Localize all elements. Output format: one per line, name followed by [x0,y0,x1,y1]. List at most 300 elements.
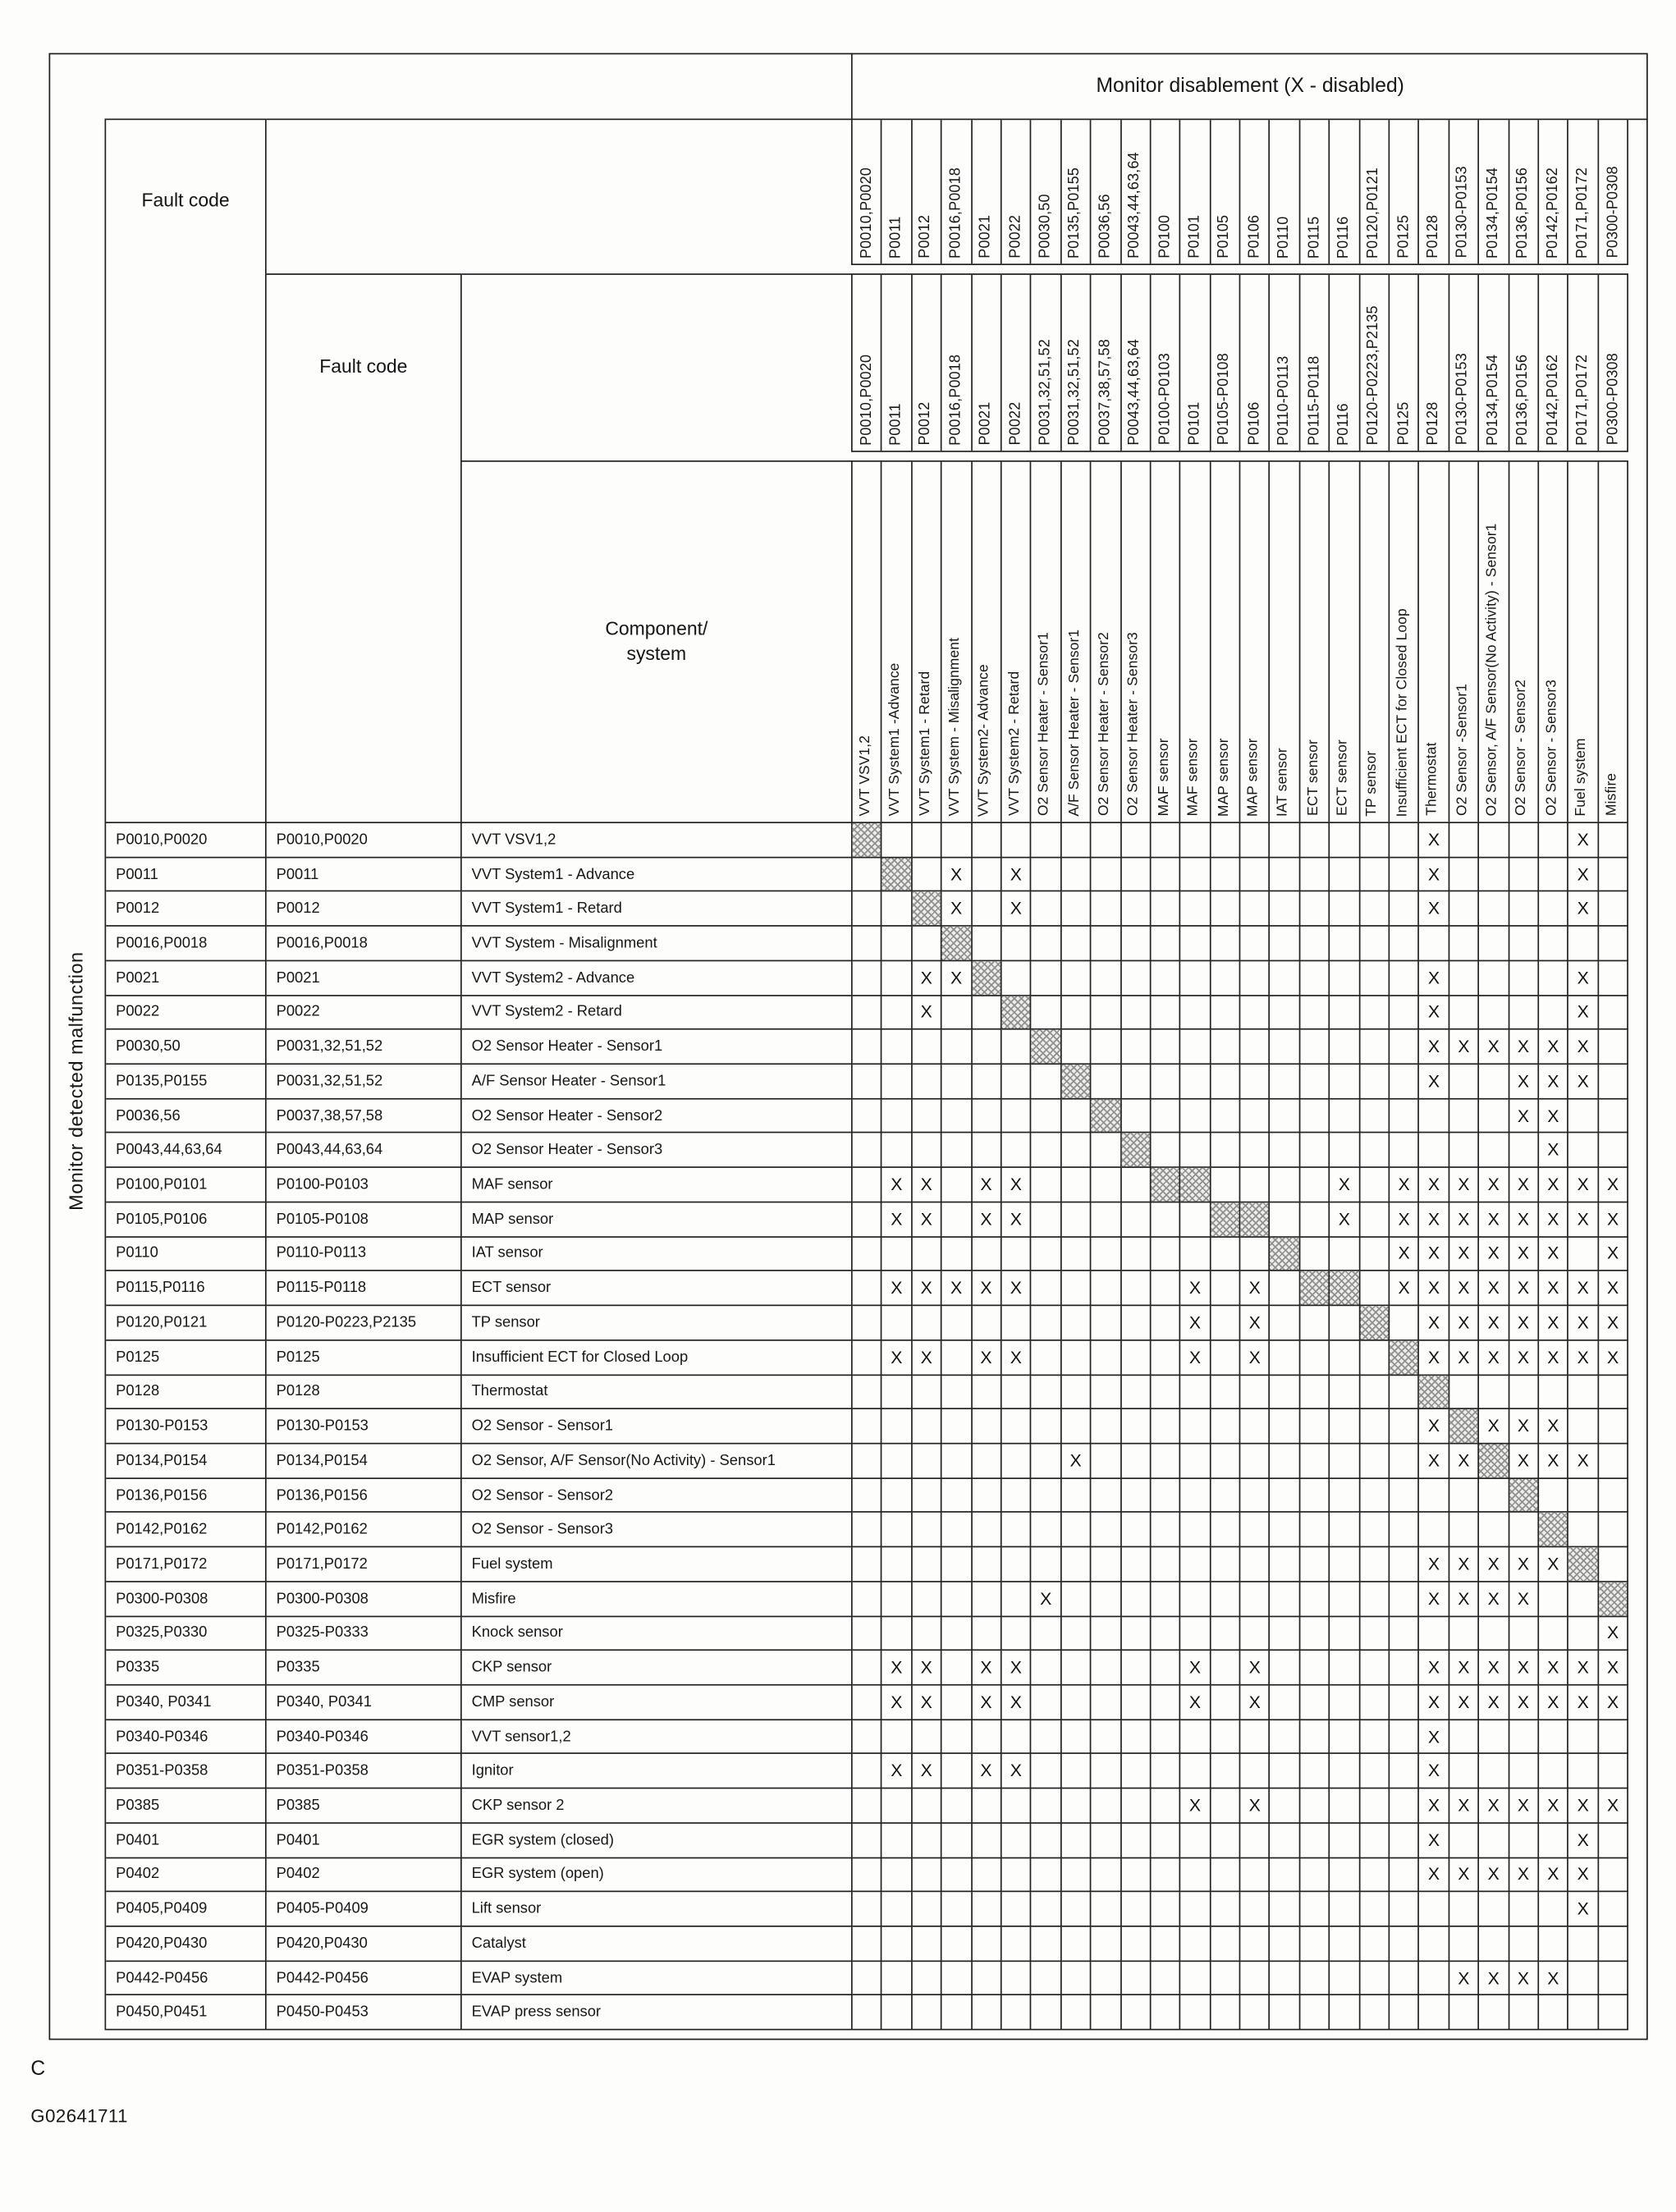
disabled-x-mark: X [1509,1340,1539,1375]
matrix-cell [1330,1582,1360,1616]
matrix-cell [1061,892,1091,927]
column-header-label: P0010,P0020 [857,354,875,446]
matrix-cell [1271,1996,1300,2031]
column-header-label: P0115 [1305,215,1322,259]
matrix-cell [1121,1962,1151,1996]
table-row [106,1478,1628,1513]
column-header-label: P0011 [887,215,904,259]
matrix-cell [1390,1478,1419,1513]
matrix-cell [912,1824,941,1858]
matrix-cell [1390,1030,1419,1065]
matrix-cell [882,1996,912,2031]
column-header-code1 [1420,120,1449,263]
disabled-x-mark: X [1539,1409,1568,1444]
matrix-cell [1599,1513,1628,1547]
matrix-cell [1061,823,1091,858]
column-header-code2 [1330,275,1360,451]
matrix-cell [1300,1099,1330,1133]
matrix-cell [1061,1168,1091,1202]
matrix-cell [1271,1306,1300,1340]
matrix-cell [1002,1444,1032,1478]
fault-code-cell-2: P0405-P0409 [267,1893,462,1927]
matrix-cell [912,1582,941,1616]
column-header-label: P0134,P0154 [1484,167,1501,259]
disabled-x-mark: X [1181,1686,1211,1720]
matrix-cell [1121,823,1151,858]
header-band-fault-code-2 [851,273,1629,452]
matrix-cell [1360,1824,1390,1858]
matrix-cell [1151,1686,1180,1720]
disabled-x-mark: X [1420,1789,1449,1824]
column-header-component [1181,462,1211,822]
component-cell: EGR system (closed) [462,1824,853,1858]
matrix-cell [1330,1996,1360,2031]
matrix-cell [1211,858,1240,892]
column-header-code2 [882,275,912,451]
matrix-cell [1002,1720,1032,1755]
column-header-code2 [1151,275,1180,451]
matrix-cell [1211,1099,1240,1133]
column-header-code1 [1121,120,1151,263]
matrix-cell [1061,927,1091,961]
matrix-cell [1360,1513,1390,1547]
component-cell: VVT System - Misalignment [462,927,853,961]
table-row [106,1996,1628,2031]
matrix-cell [882,1513,912,1547]
matrix-cell [1061,1927,1091,1962]
column-header-component [912,462,941,822]
disabled-x-mark: X [1002,858,1032,892]
matrix-cell [1330,1030,1360,1065]
disabled-x-mark: X [1002,1651,1032,1686]
table-row [106,1375,1628,1409]
matrix-cell [853,1893,882,1927]
disabled-x-mark: X [1568,996,1598,1030]
disabled-x-mark: X [1420,1686,1449,1720]
column-header-component [853,462,882,822]
matrix-cell [912,1030,941,1065]
matrix-cell [1121,1030,1151,1065]
column-header-label: O2 Sensor - Sensor2 [1514,680,1530,817]
component-cell: IAT sensor [462,1237,853,1271]
matrix-cell [1181,1927,1211,1962]
component-cell: EVAP system [462,1962,853,1996]
disabled-x-mark: X [912,996,941,1030]
matrix-cell [1061,1686,1091,1720]
matrix-cell [1002,1133,1032,1168]
matrix-cell [1479,1065,1509,1099]
disabled-x-mark: X [882,1202,912,1237]
column-header-code2 [1449,275,1479,451]
matrix-cell [1360,1202,1390,1237]
matrix-cell [1151,1340,1180,1375]
disabled-x-mark: X [912,1271,941,1306]
matrix-cell [1121,1065,1151,1099]
matrix-cell [1061,1271,1091,1306]
column-header-component [1479,462,1509,822]
disabled-x-mark: X [1509,1306,1539,1340]
matrix-cell [853,1513,882,1547]
column-header-code1 [1181,120,1211,263]
fault-code-cell-2: P0120-P0223,P2135 [267,1306,462,1340]
matrix-cell [1360,1582,1390,1616]
matrix-cell [1061,1237,1091,1271]
matrix-cell [1092,1478,1121,1513]
matrix-cell [882,961,912,996]
matrix-cell [1121,1893,1151,1927]
disabled-x-mark: X [1390,1168,1419,1202]
matrix-cell [1330,1824,1360,1858]
matrix-cell [1390,1824,1419,1858]
disabled-x-mark: X [1479,1030,1509,1065]
matrix-cell [1211,1927,1240,1962]
matrix-cell [1271,1030,1300,1065]
matrix-cell [972,1030,1001,1065]
matrix-cell [1211,1444,1240,1478]
disabled-x-mark: X [1002,1686,1032,1720]
matrix-cell [882,823,912,858]
component-cell: Thermostat [462,1375,853,1409]
matrix-cell [1390,1962,1419,1996]
column-header-label: P0125 [1394,401,1412,446]
self-diagonal-cell [1420,1375,1449,1409]
disabled-x-mark: X [1420,1547,1449,1582]
matrix-cell [1330,1065,1360,1099]
matrix-cell [1390,1996,1419,2031]
matrix-cell [1061,1513,1091,1547]
disabled-x-mark: X [1568,1444,1598,1478]
matrix-cell [1271,1547,1300,1582]
disabled-x-mark: X [1240,1271,1270,1306]
disabled-x-mark: X [1479,1306,1509,1340]
disabled-x-mark: X [1568,1065,1598,1099]
matrix-cell [1211,1133,1240,1168]
matrix-cell [1360,1340,1390,1375]
column-header-label: P0016,P0018 [946,167,964,259]
disabled-x-mark: X [1449,1340,1479,1375]
matrix-cell [1032,1306,1061,1340]
matrix-cell [1390,1444,1419,1478]
matrix-cell [972,1824,1001,1858]
disabled-x-mark: X [1539,1686,1568,1720]
matrix-cell [1479,1720,1509,1755]
matrix-cell [1479,1893,1509,1927]
matrix-cell [1092,1444,1121,1478]
disabled-x-mark: X [1390,1271,1419,1306]
disabled-x-mark: X [882,1340,912,1375]
disabled-x-mark: X [1509,1065,1539,1099]
disabled-x-mark: X [942,858,972,892]
matrix-cell [1599,1720,1628,1755]
matrix-cell [882,1065,912,1099]
matrix-cell [882,1133,912,1168]
matrix-cell [853,1133,882,1168]
disabled-x-mark: X [1420,1755,1449,1789]
table-row [106,1858,1628,1893]
matrix-cell [1271,892,1300,927]
disabled-x-mark: X [1420,1444,1449,1478]
matrix-cell [1211,823,1240,858]
disabled-x-mark: X [1240,1340,1270,1375]
matrix-cell [1151,1617,1180,1651]
matrix-cell [1181,1962,1211,1996]
fault-code-cell-1: P0171,P0172 [106,1547,267,1582]
disabled-x-mark: X [1479,1858,1509,1893]
matrix-cell [1061,1582,1091,1616]
matrix-cell [1360,1547,1390,1582]
column-header-label: O2 Sensor Heater - Sensor1 [1037,632,1053,817]
matrix-cell [1121,1547,1151,1582]
matrix-cell [1300,1513,1330,1547]
matrix-cell [1032,1375,1061,1409]
matrix-cell [912,1375,941,1409]
fault-code-cell-1: P0043,44,63,64 [106,1133,267,1168]
matrix-cell [1061,1824,1091,1858]
disabled-x-mark: X [1420,1306,1449,1340]
matrix-cell [1300,1651,1330,1686]
column-header-component [1539,462,1568,822]
matrix-cell [1330,1789,1360,1824]
matrix-cell [1420,1927,1449,1962]
matrix-cell [1599,961,1628,996]
matrix-cell [942,1513,972,1547]
table-row [106,1789,1628,1824]
matrix-cell [1271,1720,1300,1755]
disabled-x-mark: X [882,1168,912,1202]
disabled-x-mark: X [1539,1444,1568,1478]
matrix-cell [1032,1099,1061,1133]
column-header-component [1300,462,1330,822]
column-header-code2 [1509,275,1539,451]
matrix-cell [1211,1893,1240,1927]
column-header-code1 [1479,120,1509,263]
fault-code-cell-1: P0325,P0330 [106,1617,267,1651]
matrix-cell [1002,1824,1032,1858]
matrix-cell [1300,1168,1330,1202]
disabled-x-mark: X [1479,1168,1509,1202]
disabled-x-mark: X [1509,1858,1539,1893]
column-header-label: P0101 [1185,214,1203,259]
disabled-x-mark: X [1539,1168,1568,1202]
matrix-cell [1151,1893,1180,1927]
disabled-x-mark: X [1539,1962,1568,1996]
matrix-cell [1330,1237,1360,1271]
matrix-cell [1390,996,1419,1030]
matrix-cell [1420,1617,1449,1651]
matrix-cell [1509,1755,1539,1789]
disabled-x-mark: X [972,1651,1001,1686]
matrix-cell [1271,1340,1300,1375]
matrix-cell [1330,823,1360,858]
matrix-cell [912,1893,941,1927]
matrix-cell [1300,1858,1330,1893]
matrix-cell [972,858,1001,892]
matrix-cell [1568,1962,1598,1996]
column-header-component [1092,462,1121,822]
component-system-header-line2: system [626,643,687,665]
matrix-cell [1032,1409,1061,1444]
matrix-cell [1092,1996,1121,2031]
matrix-cell [1240,1720,1270,1755]
matrix-cell [1479,1927,1509,1962]
matrix-cell [853,996,882,1030]
self-diagonal-cell [1271,1237,1300,1271]
matrix-cell [1300,1237,1330,1271]
matrix-cell [1420,1478,1449,1513]
disabled-x-mark: X [912,1202,941,1237]
disabled-x-mark: X [1568,1824,1598,1858]
column-header-label: P0110-P0113 [1275,355,1293,446]
matrix-cell [1002,1617,1032,1651]
disabled-x-mark: X [1449,1789,1479,1824]
matrix-cell [853,1444,882,1478]
disabled-x-mark: X [1539,1133,1568,1168]
matrix-cell [1300,927,1330,961]
matrix-cell [912,1789,941,1824]
column-header-label: P0031,32,51,52 [1037,338,1054,446]
fault-code-cell-2: P0401 [267,1824,462,1858]
matrix-cell [1121,1202,1151,1237]
matrix-cell [1092,1409,1121,1444]
matrix-cell [1599,823,1628,858]
matrix-cell [1032,1202,1061,1237]
column-header-component [942,462,972,822]
matrix-cell [1151,1409,1180,1444]
matrix-cell [1181,1444,1211,1478]
matrix-cell [1271,1202,1300,1237]
column-header-component [1420,462,1449,822]
matrix-cell [1061,1893,1091,1927]
matrix-cell [1121,1306,1151,1340]
column-header-code2 [1568,275,1598,451]
disabled-x-mark: X [972,1686,1001,1720]
self-diagonal-cell [1539,1513,1568,1547]
matrix-cell [1121,1271,1151,1306]
matrix-cell [853,1720,882,1755]
table-row [106,823,1628,858]
matrix-cell [1360,1478,1390,1513]
fault-code-cell-2: P0043,44,63,64 [267,1133,462,1168]
matrix-cell [972,1858,1001,1893]
matrix-cell [1568,1478,1598,1513]
matrix-cell [1390,1375,1419,1409]
matrix-cell [853,1271,882,1306]
matrix-cell [1002,1927,1032,1962]
matrix-cell [1092,927,1121,961]
matrix-cell [1479,1755,1509,1789]
component-cell: Lift sensor [462,1893,853,1927]
matrix-cell [1121,1478,1151,1513]
matrix-cell [1420,1996,1449,2031]
matrix-cell [1390,858,1419,892]
disabled-x-mark: X [1599,1306,1628,1340]
matrix-cell [1092,996,1121,1030]
matrix-cell [1181,1133,1211,1168]
matrix-cell [1390,1927,1419,1962]
matrix-cell [1121,1582,1151,1616]
matrix-cell [1390,1686,1419,1720]
column-header-label: P0125 [1394,214,1412,259]
matrix-cell [1032,1927,1061,1962]
self-diagonal-cell [1032,1030,1061,1065]
column-header-code2 [1539,275,1568,451]
column-header-label: ECT sensor [1305,740,1321,817]
matrix-cell [1002,961,1032,996]
matrix-cell [1271,1478,1300,1513]
matrix-cell [1181,961,1211,996]
disabled-x-mark: X [1449,1962,1479,1996]
matrix-cell [1360,1444,1390,1478]
matrix-cell [1599,1375,1628,1409]
column-header-code2 [1300,275,1330,451]
self-diagonal-cell [1449,1409,1479,1444]
matrix-cell [1390,1133,1419,1168]
matrix-cell [1032,1271,1061,1306]
matrix-cell [853,1409,882,1444]
matrix-cell [882,1409,912,1444]
column-header-component [1061,462,1091,822]
matrix-cell [1330,1927,1360,1962]
matrix-cell [1240,1099,1270,1133]
fault-code-cell-2: P0110-P0113 [267,1237,462,1271]
matrix-cell [1539,996,1568,1030]
component-system-header-line1: Component/ [605,618,708,640]
matrix-cell [1121,1617,1151,1651]
matrix-cell [1539,1582,1568,1616]
table-row [106,1547,1628,1582]
matrix-cell [1151,1755,1180,1789]
matrix-cell [1121,927,1151,961]
matrix-cell [912,823,941,858]
matrix-cell [1181,1755,1211,1789]
disabled-x-mark: X [1002,1271,1032,1306]
column-header-code1 [1539,120,1568,263]
matrix-cell [1479,1617,1509,1651]
disabled-x-mark: X [1509,1030,1539,1065]
matrix-cell [1061,1306,1091,1340]
table-row [106,1444,1628,1478]
matrix-cell [1032,1547,1061,1582]
matrix-cell [1240,1133,1270,1168]
matrix-cell [1032,996,1061,1030]
matrix-cell [1032,892,1061,927]
disabled-x-mark: X [1420,961,1449,996]
matrix-cell [942,1893,972,1927]
matrix-cell [882,892,912,927]
matrix-cell [1568,1582,1598,1616]
matrix-cell [882,1547,912,1582]
matrix-cell [1181,1720,1211,1755]
matrix-cell [1300,1202,1330,1237]
matrix-cell [1181,892,1211,927]
matrix-cell [1240,1513,1270,1547]
matrix-cell [1330,1306,1360,1340]
matrix-cell [1599,1962,1628,1996]
disabled-x-mark: X [1539,1202,1568,1237]
matrix-cell [1300,1444,1330,1478]
matrix-cell [1300,1340,1330,1375]
matrix-cell [1181,1893,1211,1927]
matrix-cell [1121,1686,1151,1720]
column-header-code2 [1121,275,1151,451]
matrix-cell [1599,1099,1628,1133]
column-header-code1 [972,120,1001,263]
matrix-cell [1300,1824,1330,1858]
disabled-x-mark: X [1539,1547,1568,1582]
matrix-cell [1061,1030,1091,1065]
column-header-code2 [972,275,1001,451]
matrix-cell [942,1686,972,1720]
